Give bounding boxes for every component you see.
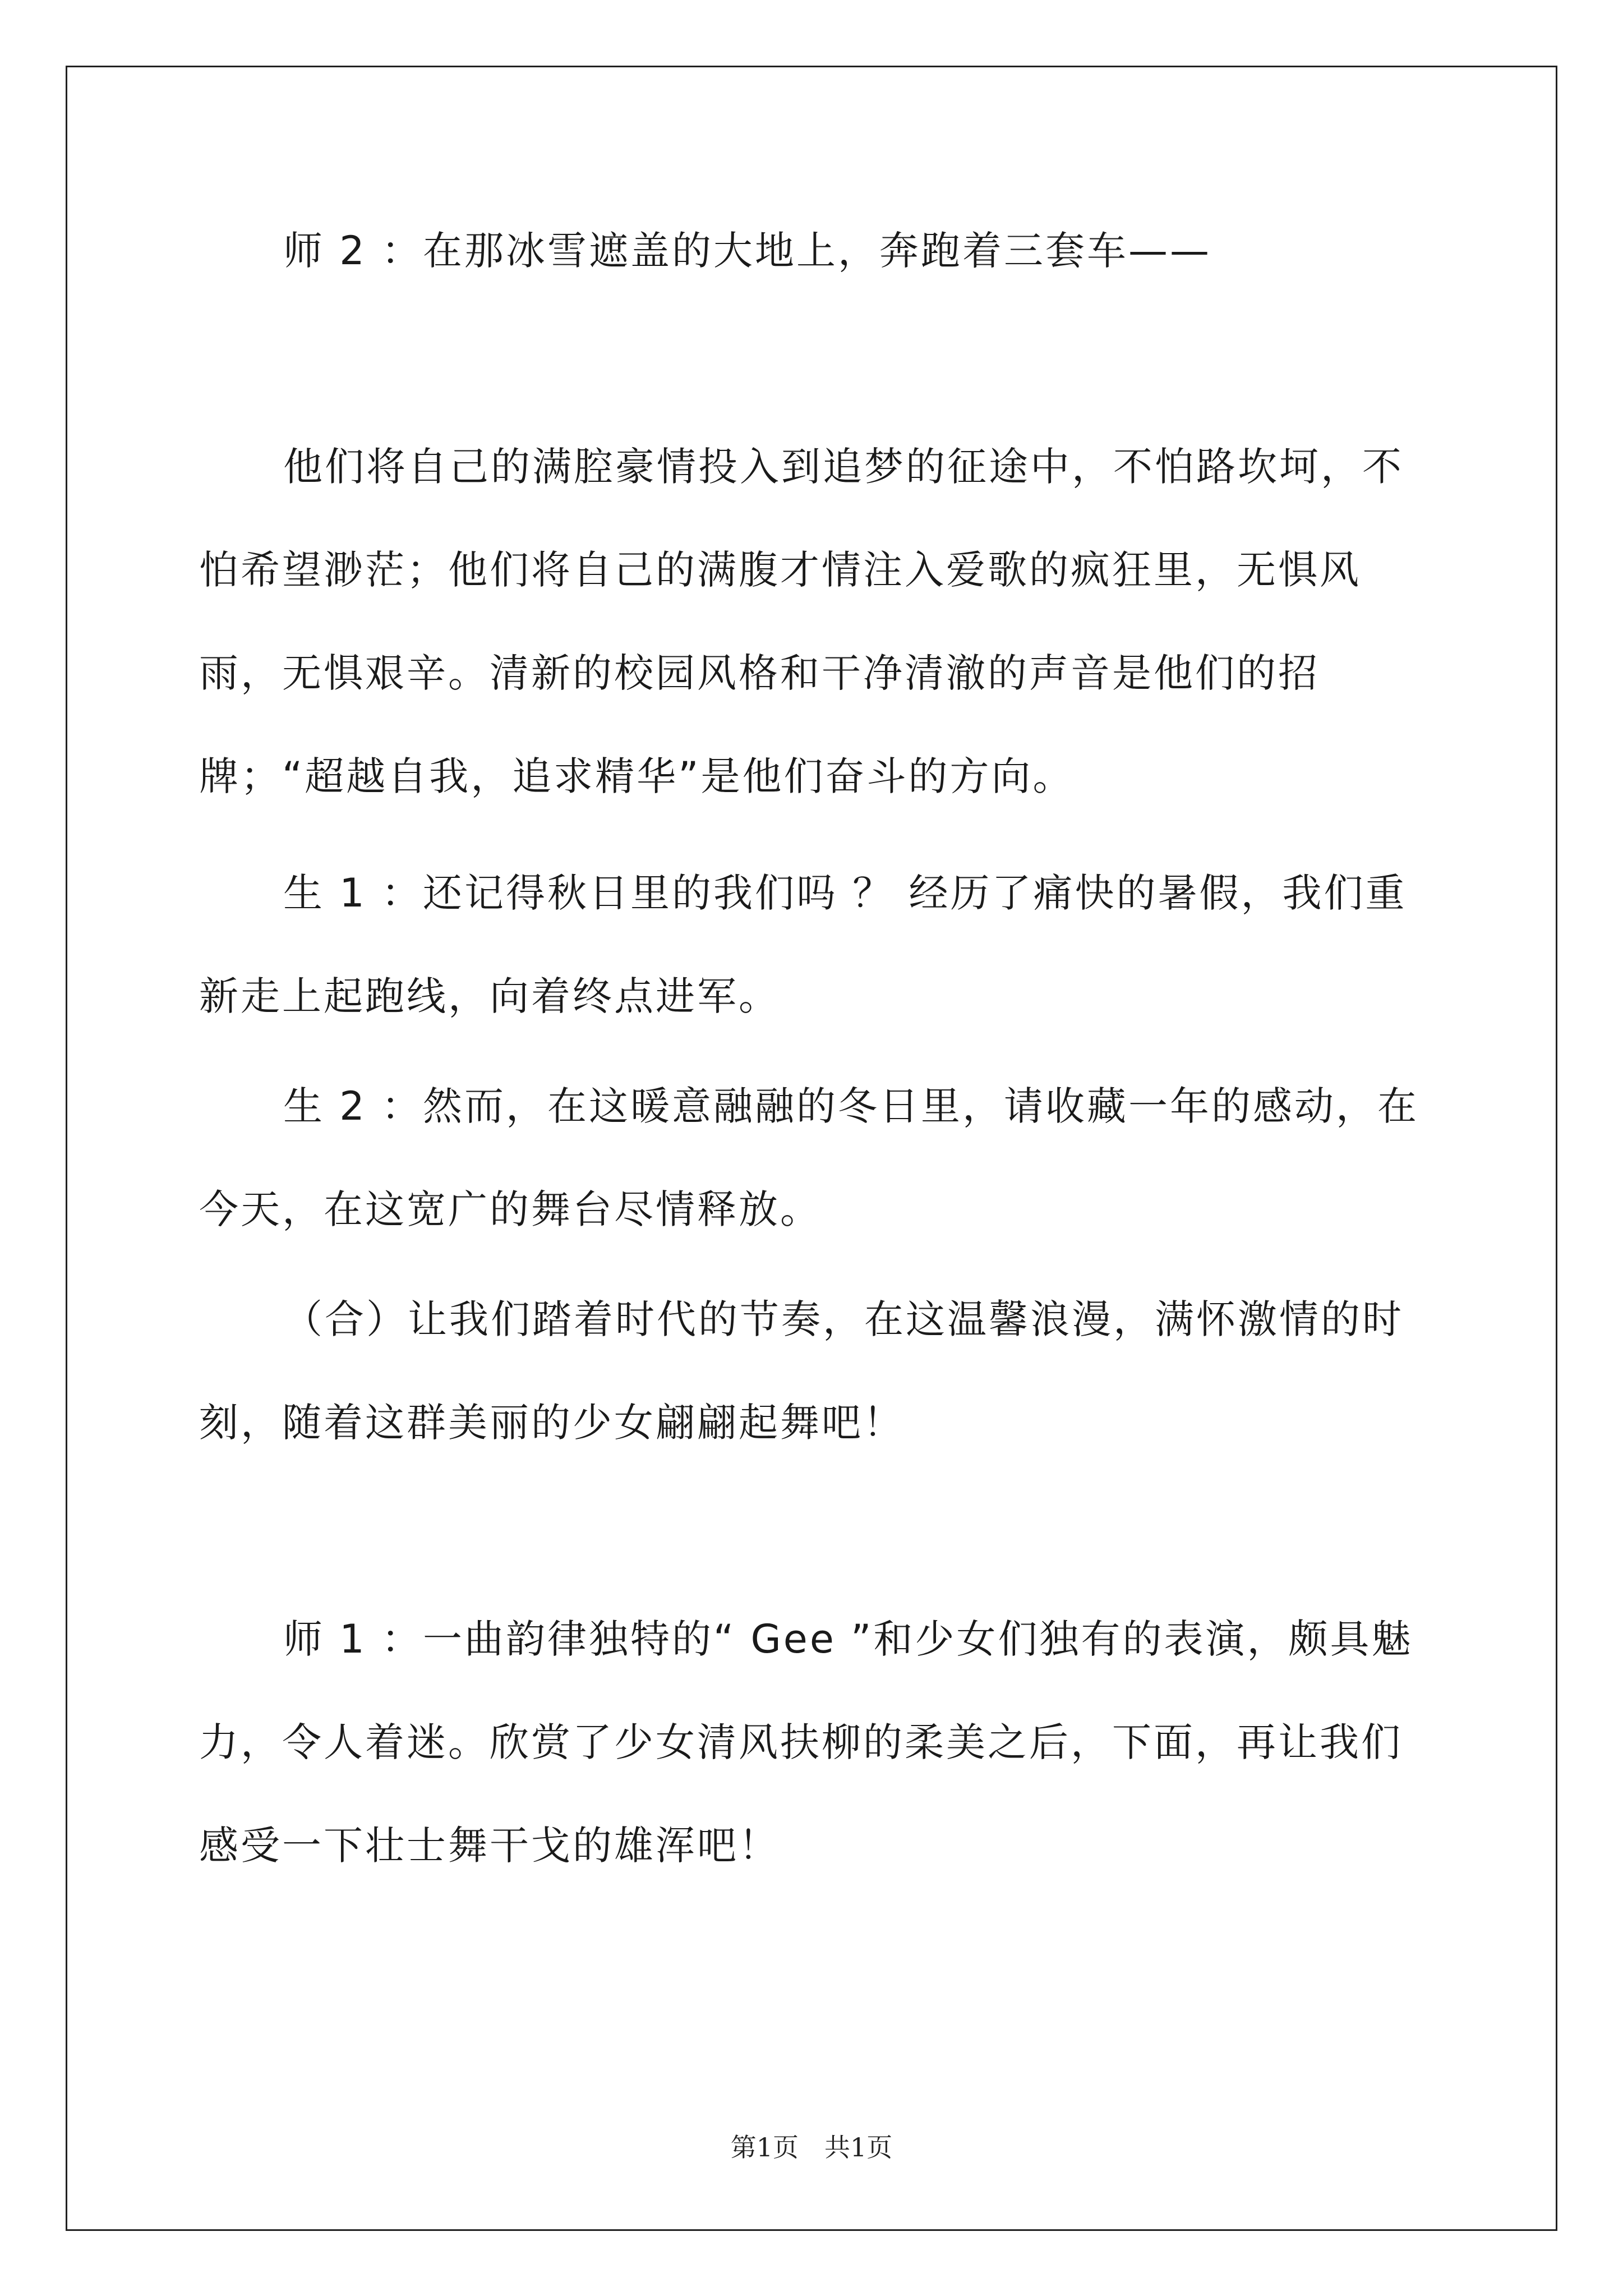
paragraph-student-2: 生 2 ：然而，在这暖意融融的冬日里，请收藏一年的感动，在今天，在这宽广的舞台尽情释放。: [199, 1083, 1419, 1232]
page-number-footer: 第1页 共1页: [730, 2132, 893, 2162]
paragraph-band-description: 他们将自己的满腔豪情投入到追梦的征途中，不怕路坎坷，不怕希望渺茫；他们将自己的满腹才情注入爱歌的疯狂里，无惧风雨，无惧艰辛。清新的校园风格和干净清澈的声音是他们的招牌；“超越自我，追求精华”是他们奋斗的方向。: [199, 444, 1404, 799]
paragraph-together: （合）让我们踏着时代的节奏，在这温馨浪漫，满怀激情的时刻，随着这群美丽的少女翩翩起舞吧！: [199, 1296, 1404, 1446]
paragraph-student-1: 生 1 ：还记得秋日里的我们吗 ？ 经历了痛快的暑假，我们重新走上起跑线，向着终点进军。: [199, 870, 1407, 1019]
paragraph-teacher-1: 师 1 ：一曲韵律独特的“ Gee ”和少女们独有的表演，颇具魅力，令人着迷。欣赏了少女清风扶柳的柔美之后，下面，再让我们感受一下壮士舞干戈的雄浑吧！: [199, 1616, 1413, 1869]
paragraph-teacher-2-intro: 师 2 ：在那冰雪遮盖的大地上，奔跑着三套车——: [283, 228, 1212, 274]
